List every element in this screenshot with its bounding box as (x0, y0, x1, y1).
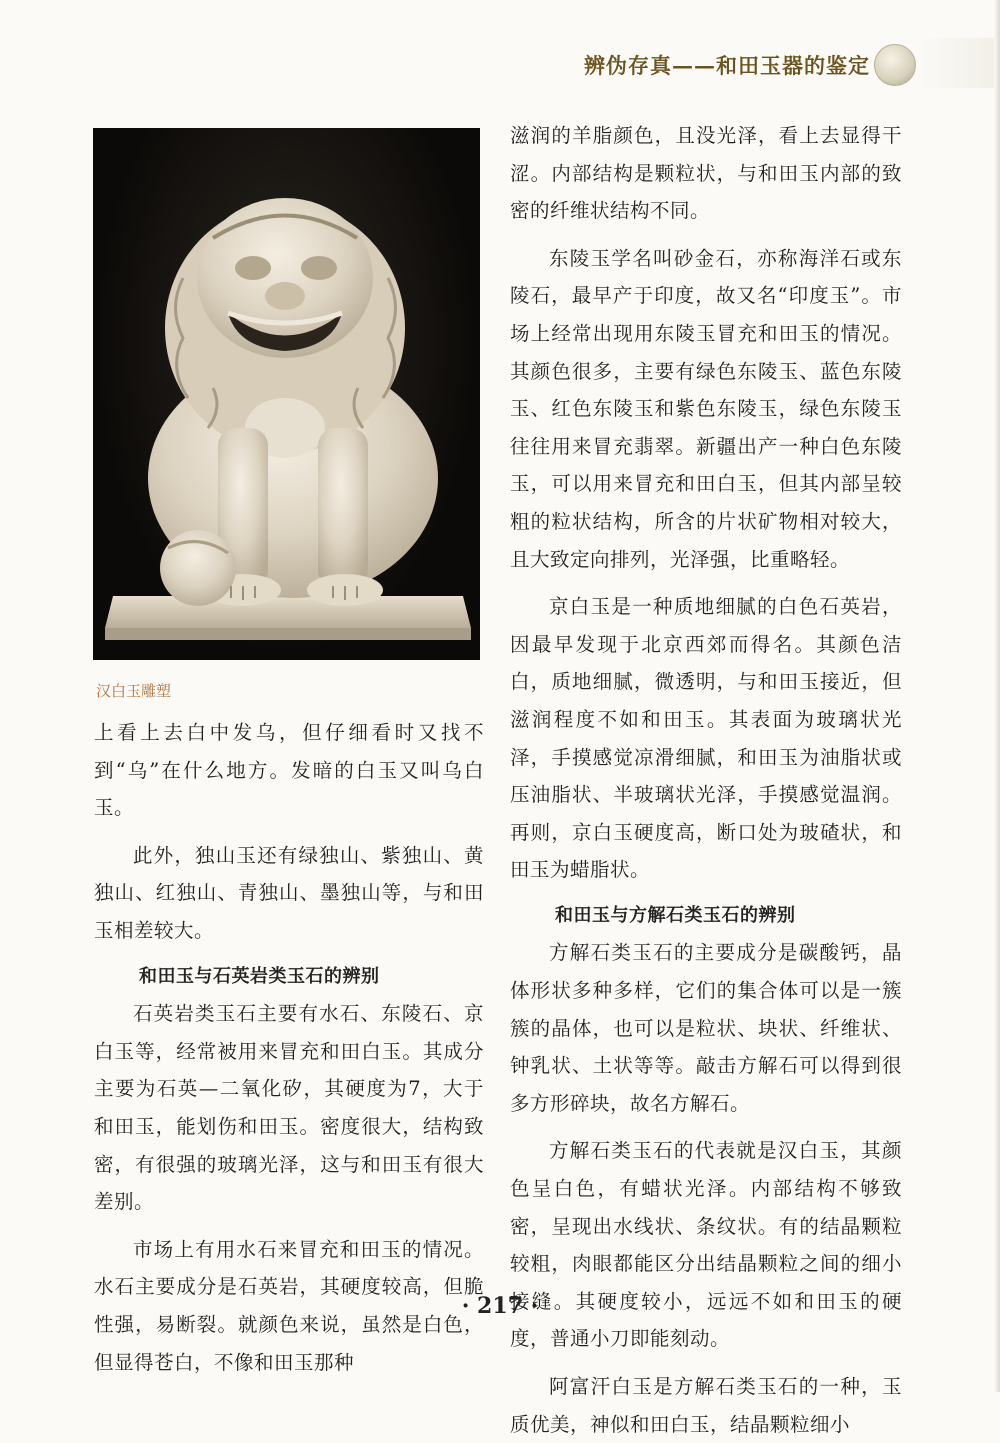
header-edge-decoration (920, 38, 1000, 88)
white-marble-lion-sculpture-photo (93, 128, 480, 660)
paragraph: 东陵玉学名叫砂金石，亦称海洋石或东陵石，最早产于印度，故又名“印度玉”。市场上经常出现用东陵玉冒充和田玉的情况。其颜色很多，主要有绿色东陵玉、蓝色东陵玉、红色东陵玉和紫色东陵玉，绿色东陵玉往往用来冒充翡翠。新疆出产一种白色东陵玉，可以用来冒充和田白玉，但其内部呈较粗的粒状结构，所含的片状矿物相对较大，且大致定向排列，光泽强，比重略轻。 (510, 246, 902, 571)
page-number: · 217 · (461, 1293, 539, 1319)
page-edge-shadow (994, 0, 1000, 1392)
paragraph: 京白玉是一种质地细腻的白色石英岩，因最早发现于北京西郊而得名。其颜色洁白，质地细腻，微透明，与和田玉接近，但滋润程度不如和田玉。其表面为玻璃状光泽，手摸感觉凉滑细腻，和田玉为油脂状或压油脂状、半玻璃状光泽，手摸感觉温润。再则，京白玉硬度高，断口处为玻碴状，和田玉为蜡脂状。 (510, 595, 902, 882)
paragraph: 阿富汗白玉是方解石类玉石的一种，玉质优美，神似和田白玉，结晶颗粒细小 (510, 1375, 902, 1436)
section-heading-calcite: 和田玉与方解石类玉石的辨别 (555, 904, 796, 926)
running-header (560, 38, 1000, 88)
paragraph: 此外，独山玉还有绿独山、紫独山、黄独山、红独山、青独山、墨独山等，与和田玉相差较大。 (94, 843, 484, 942)
paragraph: 市场上有用水石来冒充和田玉的情况。水石主要成分是石英岩，其硬度较高，但脆性强，易断裂。就颜色来说，虽然是白色，但显得苍白，不像和田玉那种 (94, 1237, 484, 1374)
section-heading-quartzite: 和田玉与石英岩类玉石的辨别 (139, 965, 380, 987)
paragraph: 方解石类玉石的主要成分是碳酸钙，晶体形状多种多样，它们的集合体可以是一簇簇的晶体，也可以是粒状、块状、纤维状、钟乳状、土状等等。敲击方解石可以得到很多方形碎块，故名方解石。 (510, 941, 902, 1115)
left-text-column (94, 714, 484, 1381)
right-text-column (510, 117, 902, 1443)
paragraph: 上看上去白中发乌，但仔细看时又找不到“乌”在什么地方。发暗的白玉又叫乌白玉。 (94, 721, 484, 820)
paragraph: 石英岩类玉石主要有水石、东陵石、京白玉等，经常被用来冒充和田白玉。其成分主要为石英—二氧化矽，其硬度为7，大于和田玉，能划伤和田玉。密度很大，结构致密，有很强的玻璃光泽，这与和田玉有很大差别。 (94, 1002, 484, 1214)
paragraph: 滋润的羊脂颜色，且没光泽，看上去显得干涩。内部结构是颗粒状，与和田玉内部的致密的纤维状结构不同。 (510, 124, 902, 223)
jade-disc-ornament-icon (874, 44, 916, 86)
running-header-title: 辨伪存真——和田玉器的鉴定 (584, 53, 870, 78)
figure-caption: 汉白玉雕塑 (96, 682, 172, 700)
paragraph: 方解石类玉石的代表就是汉白玉，其颜色呈白色，有蜡状光泽。内部结构不够致密，呈现出水线状、条纹状。有的结晶颗粒较粗，肉眼都能区分出结晶颗粒之间的细小接缝。其硬度较小，远远不如和田玉的硬度，普通小刀即能刻动。 (510, 1139, 902, 1351)
